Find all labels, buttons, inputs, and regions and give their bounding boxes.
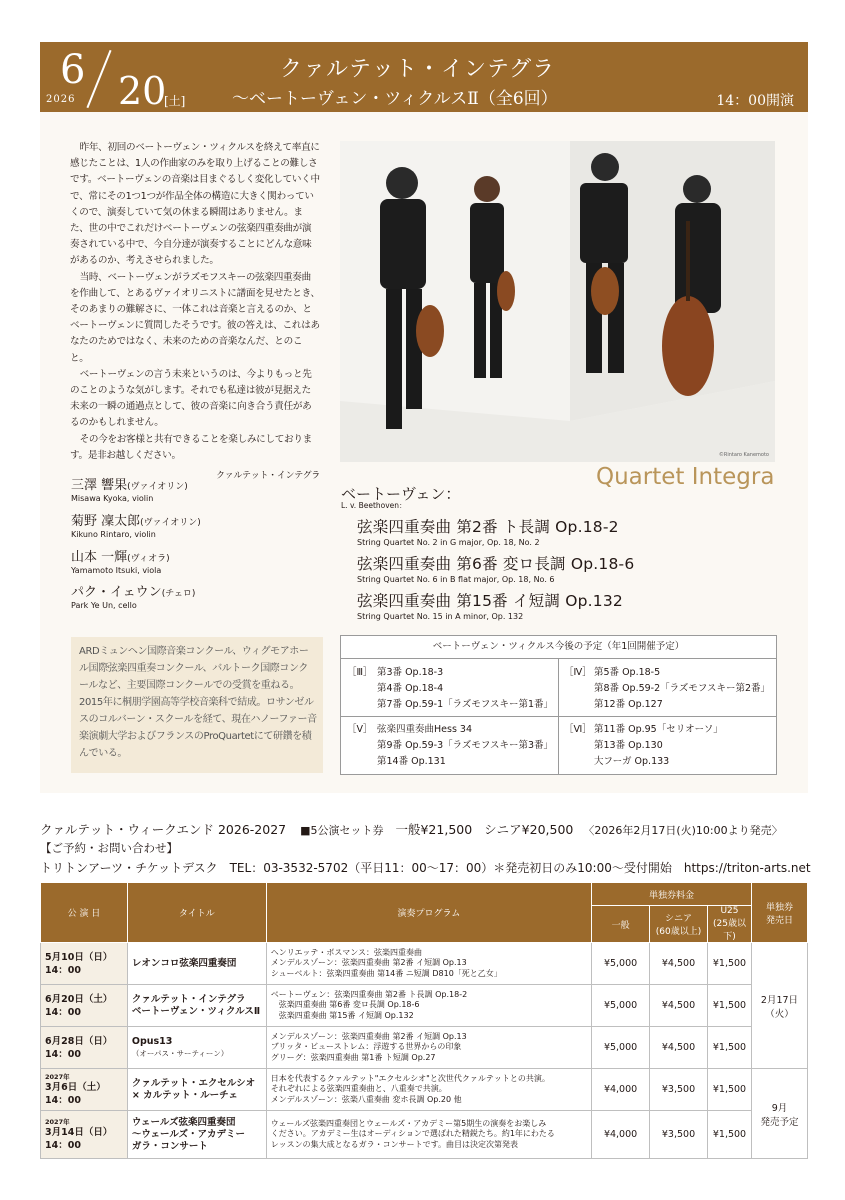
inquiry-heading: 【ご予約・お問い合わせ】: [40, 841, 178, 855]
price-senior: ¥3,500: [650, 1069, 708, 1111]
price-u25: ¥1,500: [708, 1111, 752, 1159]
row-program: ベートーヴェン：弦楽四重奏曲 第2番 ト長調 Op.18-2 弦楽四重奏曲 第6番 変ロ長調 Op.18-6 弦楽四重奏曲 第15番 イ短調 Op.132: [266, 985, 591, 1027]
price-senior: ¥3,500: [650, 1111, 708, 1159]
schedule-number: ［Ⅲ］: [347, 667, 373, 678]
header-day: 20: [118, 69, 167, 113]
col-program: 演奏プログラム: [266, 883, 591, 943]
schedule-item: 第14番 Op.131: [377, 756, 446, 767]
intro-signature: クァルテット・インテグラ: [215, 471, 320, 482]
member-instrument: (チェロ): [161, 589, 196, 599]
row-date: 6月20日（土） 14：00: [41, 985, 128, 1027]
intro-paragraph: 昨年、初回のベートーヴェン・ツィクルスを終えて率直に感じたことは、1人の作曲家のみを取り上げることの難しさです。ベートーヴェンの音楽は目まぐるしく変化していく中で、常にその1つ1つが作品全体の構造に大きく関わっていくので、演奏していて気の休まる瞬間はありません。また、世の中でこれだけベートーヴェンの弦楽四重奏曲が演奏されている中で、今自分達が演奏することにどんな意味があるのか、考えさせられました。: [70, 142, 320, 267]
schedule-item: 第5番 Op.18-5: [594, 667, 661, 678]
work-title-en: String Quartet No. 2 in G major, Op. 18, No. 2: [357, 538, 540, 547]
date-slash: [86, 50, 111, 108]
quartet-illustration: [340, 141, 775, 462]
quartet-photo: [340, 141, 775, 462]
schedule-item: 第12番 Op.127: [594, 699, 663, 710]
cycle-schedule: [340, 635, 777, 775]
row-program: ヘンリエッテ・ボスマンス：弦楽四重奏曲 メンデルスゾーン：弦楽四重奏曲 第2番 イ短調 Op.13 シューベルト：弦楽四重奏曲 第14番 ニ短調 D810「死と乙女」: [266, 943, 591, 985]
row-title: クァルテット・インテグラ ベートーヴェン・ツィクルスⅡ: [127, 985, 266, 1027]
schedule-item: 第4番 Op.18-4: [377, 683, 444, 694]
header-month: 6: [60, 47, 86, 93]
member: [71, 581, 195, 610]
set-ticket-label: ■5公演セット券: [300, 824, 384, 837]
member-name: 三澤 響果: [71, 478, 128, 493]
member-instrument: (ヴィオラ): [127, 554, 170, 564]
price-general: ¥5,000: [592, 943, 650, 985]
schedule-number: ［Ⅴ］: [347, 724, 373, 735]
member-name: 山本 一輝: [71, 550, 128, 565]
schedule-item: 弦楽四重奏曲Hess 34: [377, 724, 472, 735]
header-weekday: [土]: [164, 94, 186, 108]
ticket-table: [40, 882, 808, 1159]
schedule-number: ［Ⅵ］: [564, 724, 592, 735]
set-price-general: 一般¥21,500: [395, 822, 473, 837]
schedule-item: 第11番 Op.95「セリオーソ」: [594, 724, 723, 735]
member-name-en: Kikuno Rintaro, violin: [71, 530, 156, 539]
row-program: 日本を代表するクァルテット"エクセルシオ"と次世代クァルテットとの共演。 それぞれによる弦楽四重奏曲と、八重奏で共演。 メンデルスゾーン：弦楽八重奏曲 変ホ長調 Op.20 他: [266, 1069, 591, 1111]
col-title: タイトル: [127, 883, 266, 943]
row-title: クァルテット・エクセルシオ × カルテット・ルーチェ: [127, 1069, 266, 1111]
schedule-item: 第9番 Op.59-3「ラズモフスキー第3番」: [377, 740, 554, 751]
member-name-en: Misawa Kyoka, violin: [71, 494, 154, 503]
table-row: [41, 1027, 808, 1069]
col-date: 公 演 日: [41, 883, 128, 943]
schedule-divider: [341, 716, 776, 717]
col-price-group: 単独券料金: [592, 883, 752, 906]
member-name: 菊野 凜太郎: [71, 514, 141, 529]
concert-title: クァルテット・インテグラ: [280, 57, 556, 82]
composer-en: L. v. Beethoven：: [341, 501, 407, 510]
row-date: 2027年 3月14日（日） 14：00: [41, 1111, 128, 1159]
schedule-item: 第8番 Op.59-2「ラズモフスキー第2番」: [594, 683, 771, 694]
price-u25: ¥1,500: [708, 943, 752, 985]
row-title: ウェールズ弦楽四重奏団 ～ウェールズ・アカデミー ガラ・コンサート: [127, 1111, 266, 1159]
weekend-line: [40, 820, 783, 838]
work-title: 弦楽四重奏曲 第15番 イ短調 Op.132: [357, 592, 623, 610]
quartet-bio: [71, 637, 323, 773]
schedule-number: ［Ⅳ］: [564, 667, 592, 678]
member-name-en: Yamamoto Itsuki, viola: [71, 566, 162, 575]
set-price-senior: シニア¥20,500: [484, 822, 574, 837]
schedule-item: 第7番 Op.59-1「ラズモフスキー第1番」: [377, 699, 554, 710]
row-program: ウェールズ弦楽四重奏団とウェールズ・アカデミー第5期生の演奏をお楽しみ ください。アカデミー生はオーディションで選ばれた精鋭たち。約1年にわたる レッスンの集大成となるガラ・コンサートです。曲目は決定次第発表: [266, 1111, 591, 1159]
member: [71, 546, 170, 575]
price-general: ¥4,000: [592, 1069, 650, 1111]
price-u25: ¥1,500: [708, 985, 752, 1027]
composer: ベートーヴェン：: [341, 485, 461, 503]
price-senior: ¥4,500: [650, 1027, 708, 1069]
work-title: 弦楽四重奏曲 第6番 変ロ長調 Op.18-6: [357, 555, 635, 573]
set-sale-note: 〈2026年2月17日(火)10:00より発売〉: [583, 824, 783, 837]
price-senior: ¥4,500: [650, 943, 708, 985]
intro-paragraph: ベートーヴェンの言う未来というのは、今よりもっと先のことのような気がします。それでも私達は彼が見据えた未来の一瞬の通過点として、彼の音楽に向き合う責任があるのかもしれません。: [70, 368, 312, 429]
price-senior: ¥4,500: [650, 985, 708, 1027]
col-u25: U25 (25歳以下): [708, 906, 752, 943]
intro-paragraph: 当時、ベートーヴェンがラズモフスキーの弦楽四重奏曲を作曲して、とあるヴァイオリニストに譜面を見せたとき、そのあまりの難解さに、一体これは音楽と言えるのか、とベートーヴェンに質問したそうです。彼の答えは、これはあなたのためではなく、未来のための音楽なんだ、とのこと。: [70, 271, 320, 364]
price-u25: ¥1,500: [708, 1027, 752, 1069]
concert-header: [40, 42, 808, 112]
member-name: パク・イェウン: [71, 585, 162, 600]
price-general: ¥5,000: [592, 1027, 650, 1069]
row-title: Opus13 （オーパス・サーティーン）: [127, 1027, 266, 1069]
row-program: メンデルスゾーン：弦楽四重奏曲 第2番 イ短調 Op.13 ブリッタ・ビューストレム：浮遊する世界からの印象 グリーグ：弦楽四重奏曲 第1番 ト短調 Op.27: [266, 1027, 591, 1069]
sale-date-spring: 2月17日 （火）: [751, 943, 807, 1069]
col-sale: 単独券 発売日: [751, 883, 807, 943]
photo-credit: ©Rintaro Kanemoto: [718, 452, 769, 458]
table-row: [41, 1111, 808, 1159]
sale-date-autumn: 9月 発売予定: [751, 1069, 807, 1159]
intro-message: [70, 140, 320, 484]
table-row: [41, 943, 808, 985]
member-name-en: Park Ye Un, cello: [71, 601, 137, 610]
row-date: 5月10日（日） 14：00: [41, 943, 128, 985]
program-work: [357, 589, 623, 621]
concert-subtitle: ～ベートーヴェン・ツィクルスⅡ（全6回）: [232, 89, 558, 109]
member-instrument: (ヴァイオリン): [140, 518, 201, 528]
start-time: 14：00開演: [716, 93, 794, 109]
schedule-item: 第13番 Op.130: [594, 740, 663, 751]
header-year: 2026: [46, 94, 76, 105]
price-general: ¥5,000: [592, 985, 650, 1027]
work-title: 弦楽四重奏曲 第2番 ト長調 Op.18-2: [357, 518, 619, 536]
intro-paragraph: その今をお客様と共有できることを楽しみにしております。是非お越しください。: [70, 433, 312, 461]
weekend-title: クァルテット・ウィークエンド 2026-2027: [40, 822, 287, 837]
program-work: [357, 552, 634, 584]
group-name: Quartet Integra: [596, 464, 775, 490]
table-row: [41, 985, 808, 1027]
schedule-item: 大フーガ Op.133: [594, 756, 670, 767]
member: [71, 474, 188, 503]
work-title-en: String Quartet No. 6 in B flat major, Op. 18, No. 6: [357, 575, 555, 584]
schedule-heading: ベートーヴェン・ツィクルス今後の予定（年1回開催予定）: [341, 636, 776, 659]
col-senior: シニア (60歳以上): [650, 906, 708, 943]
row-date: 6月28日（日） 14：00: [41, 1027, 128, 1069]
member-instrument: (ヴァイオリン): [127, 482, 188, 492]
col-general: 一般: [592, 906, 650, 943]
member: [71, 510, 201, 539]
ticket-desk[interactable]: トリトンアーツ・チケットデスク TEL：03-3532-5702（平日11：00～17：00）＊発売初日のみ10:00～受付開始 https://triton-arts.net: [40, 861, 811, 875]
work-title-en: String Quartet No. 15 in A minor, Op. 132: [357, 612, 524, 621]
program-work: [357, 515, 619, 547]
table-row: [41, 1069, 808, 1111]
price-u25: ¥1,500: [708, 1069, 752, 1111]
schedule-item: 第3番 Op.18-3: [377, 667, 444, 678]
row-title: レオンコロ弦楽四重奏団: [127, 943, 266, 985]
bio-text: ARDミュンヘン国際音楽コンクール、ウィグモアホール国際弦楽四重奏コンクール、バルトーク国際コンクールなど、主要国際コンクールでの受賞を重ねる。2015年に桐朋学園高等学校音楽科で結成。ロサンゼルスのコルバーン・スクールを経て、現在ハノーファー音楽演劇大学およびフランスのProQuartetにて研鑽を積んでいる。: [79, 646, 317, 759]
price-general: ¥4,000: [592, 1111, 650, 1159]
row-date: 2027年 3月6日（土） 14：00: [41, 1069, 128, 1111]
